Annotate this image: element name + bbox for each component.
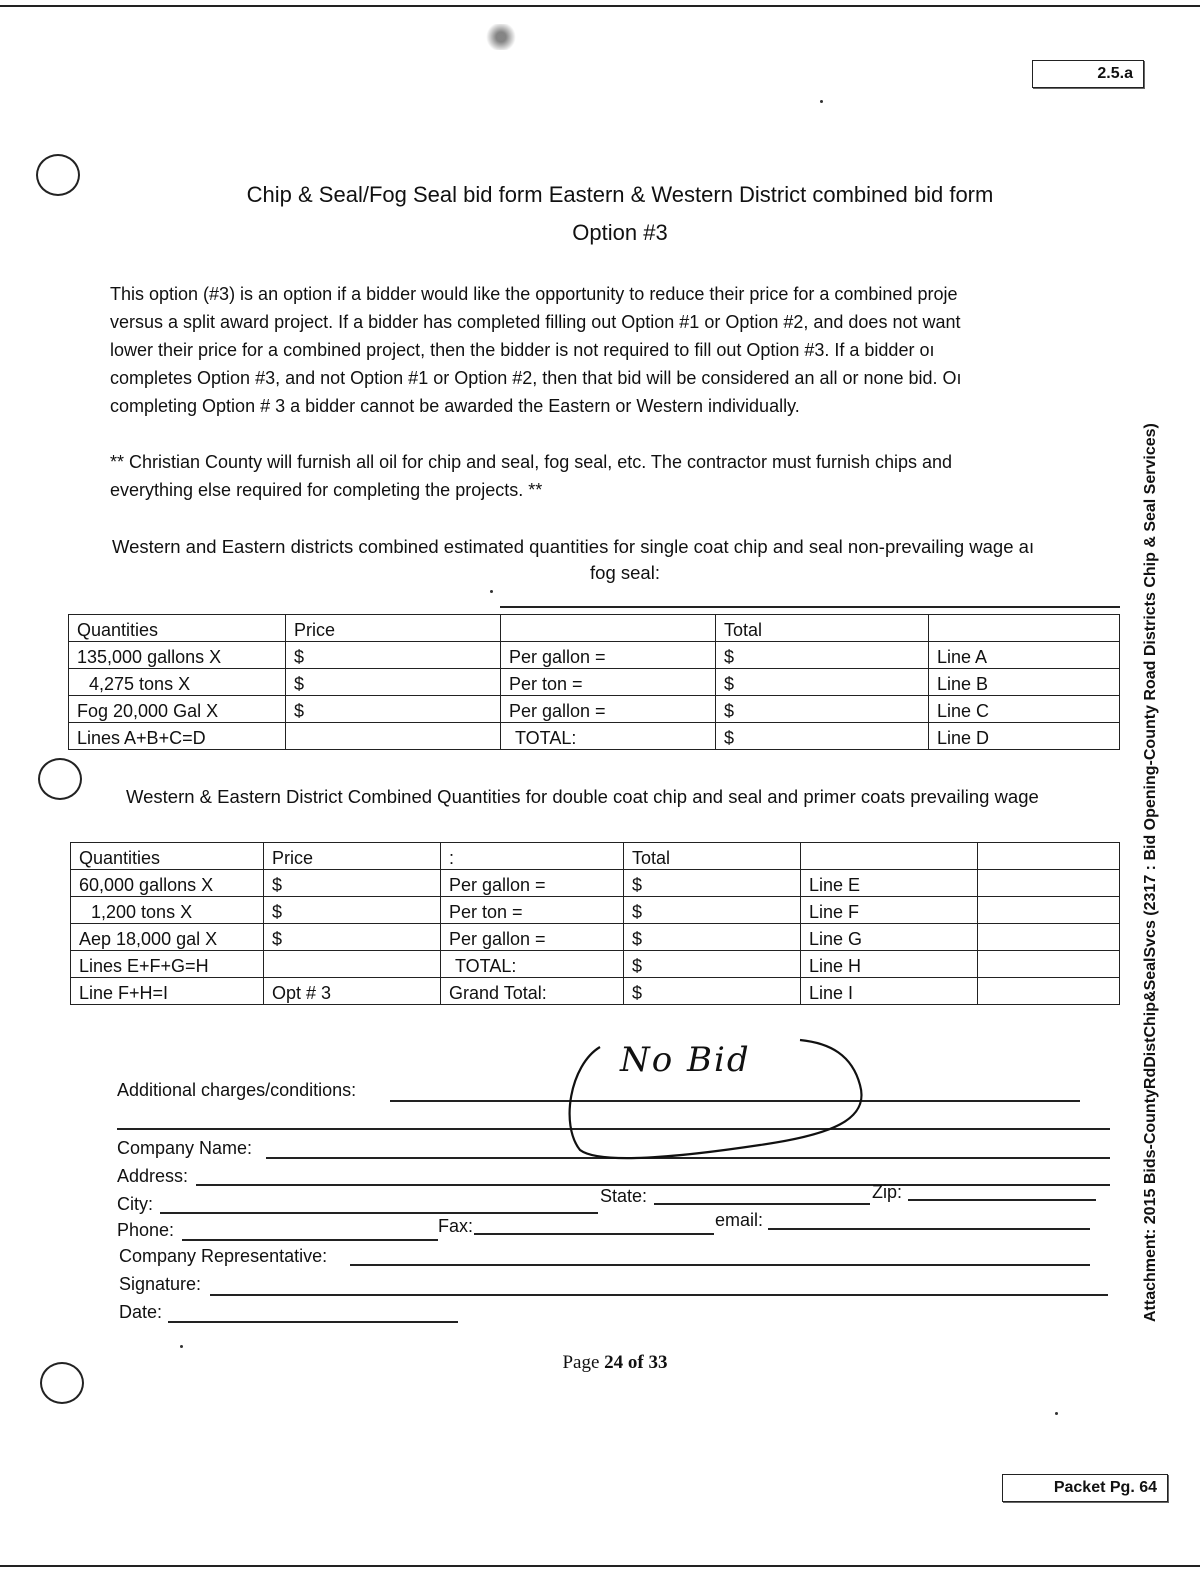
total-input[interactable]: $ (716, 642, 929, 669)
quantity-cell: 135,000 gallons X (69, 642, 286, 669)
email-field[interactable] (768, 1228, 1090, 1230)
table-header-row (69, 615, 1120, 642)
signature-field[interactable] (210, 1294, 1108, 1296)
city-label: City: (117, 1194, 153, 1214)
header-line (929, 615, 1120, 642)
unit-cell: TOTAL: (441, 951, 624, 978)
line-label: Line F (801, 897, 978, 924)
intro-line: This option (#3) is an option if a bidder would like the opportunity to reduce their price for a combined proje (110, 284, 958, 304)
unit-cell: TOTAL: (501, 723, 716, 750)
unit-cell: Per ton = (501, 669, 716, 696)
page-prefix: Page (562, 1352, 600, 1373)
price-input[interactable]: $ (264, 924, 441, 951)
header-total: Total (716, 615, 929, 642)
table-row (69, 642, 1120, 669)
attachment-sidebar: Attachment: 2015 Bids-CountyRdDistChip&SealSvcs (2317 : Bid Opening-County Road Districts Chip & Seal Services) (1142, 423, 1159, 1322)
note-line: ** Christian County will furnish all oil for chip and seal, fog seal, etc. The contractor must furnish chips and (110, 452, 953, 472)
total-input[interactable]: $ (716, 723, 929, 750)
section1-top-rule (500, 606, 1120, 608)
section2-heading: Western & Eastern District Combined Quantities for double coat chip and seal and primer coats prevailing wage (126, 786, 1039, 807)
no-bid-text: No Bid (620, 1040, 751, 1080)
scan-speck (820, 100, 823, 103)
table-row (71, 924, 1120, 951)
email-label: email: (715, 1210, 764, 1230)
line-label: Line C (929, 696, 1120, 723)
signature-label: Signature: (119, 1274, 202, 1294)
page-current: 24 (604, 1352, 624, 1373)
punch-hole-middle (38, 758, 82, 800)
extra-cell (978, 897, 1120, 924)
unit-cell: Grand Total: (441, 978, 624, 1005)
line-label: Line E (801, 870, 978, 897)
bottom-border-rule (0, 1565, 1200, 1567)
header-line (801, 843, 978, 870)
unit-cell: Per gallon = (441, 924, 624, 951)
total-input[interactable]: $ (624, 924, 801, 951)
fax-label: Fax: (438, 1216, 474, 1236)
option-cell: Opt # 3 (264, 978, 441, 1005)
double-coat-bid-table (70, 842, 1120, 1005)
table-row (69, 723, 1120, 750)
intro-line: completes Option #3, and not Option #1 or Option #2, then that bid will be considered an all or none bid. Oı (110, 368, 962, 388)
quantity-cell: Line F+H=I (71, 978, 264, 1005)
agenda-item-stamp: 2.5.a (1032, 60, 1144, 88)
quantity-cell: Fog 20,000 Gal X (69, 696, 286, 723)
quantity-cell: 4,275 tons X (69, 669, 286, 696)
price-input[interactable] (286, 723, 501, 750)
header-price: Price (264, 843, 441, 870)
zip-label: Zip: (872, 1182, 903, 1202)
table-row (71, 897, 1120, 924)
extra-cell (978, 978, 1120, 1005)
company-name-label: Company Name: (117, 1138, 253, 1158)
representative-field[interactable] (350, 1264, 1090, 1266)
line-label: Line H (801, 951, 978, 978)
header-unit: : (441, 843, 624, 870)
single-coat-bid-table (68, 614, 1120, 750)
scan-speck (180, 1345, 183, 1348)
price-input[interactable]: $ (286, 696, 501, 723)
page-total: 33 (648, 1352, 668, 1373)
scan-artifact (480, 24, 522, 50)
packet-page-stamp: Packet Pg. 64 (1002, 1474, 1168, 1502)
city-field[interactable] (160, 1212, 598, 1214)
header-price: Price (286, 615, 501, 642)
line-label: Line B (929, 669, 1120, 696)
price-input[interactable] (264, 951, 441, 978)
price-input[interactable]: $ (264, 897, 441, 924)
page-of: of (627, 1352, 644, 1373)
unit-cell: Per gallon = (501, 696, 716, 723)
price-input[interactable]: $ (264, 870, 441, 897)
intro-line: completing Option # 3 a bidder cannot be awarded the Eastern or Western individually. (110, 396, 800, 416)
price-input[interactable]: $ (286, 642, 501, 669)
fax-field[interactable] (474, 1233, 714, 1235)
extra-cell (978, 951, 1120, 978)
unit-cell: Per ton = (441, 897, 624, 924)
section1-heading-cont: fog seal: (590, 562, 660, 583)
unit-cell: Per gallon = (441, 870, 624, 897)
date-field[interactable] (168, 1321, 458, 1323)
line-label: Line D (929, 723, 1120, 750)
table-row (71, 951, 1120, 978)
total-input[interactable]: $ (624, 951, 801, 978)
phone-label: Phone: (117, 1220, 175, 1240)
zip-field[interactable] (908, 1199, 1096, 1201)
header-quantities: Quantities (69, 615, 286, 642)
line-label: Line A (929, 642, 1120, 669)
intro-line: versus a split award project. If a bidder has completed filling out Option #1 or Option #2, and does not want (110, 312, 961, 332)
total-input[interactable]: $ (716, 669, 929, 696)
quantity-cell: Lines A+B+C=D (69, 723, 286, 750)
page-number (0, 1352, 1200, 1374)
extra-cell (978, 924, 1120, 951)
total-input[interactable]: $ (624, 870, 801, 897)
table-row (69, 696, 1120, 723)
header-extra (978, 843, 1120, 870)
note-line: everything else required for completing the projects. ** (110, 480, 543, 500)
grand-total-input[interactable]: $ (624, 978, 801, 1005)
quantity-cell: Lines E+F+G=H (71, 951, 264, 978)
header-quantities: Quantities (71, 843, 264, 870)
representative-label: Company Representative: (119, 1246, 328, 1266)
section1-heading: Western and Eastern districts combined estimated quantities for single coat chip and seal non-prevailing wage aı (112, 536, 1035, 557)
scan-speck (1055, 1412, 1058, 1415)
form-subtitle: Option #3 (572, 220, 668, 245)
intro-line: lower their price for a combined project, then the bidder is not required to fill out Option #3. If a bidder oı (110, 340, 935, 360)
header-total: Total (624, 843, 801, 870)
form-title: Chip & Seal/Fog Seal bid form Eastern & Western District combined bid form (246, 182, 994, 207)
scan-speck (490, 590, 493, 593)
table-row (69, 669, 1120, 696)
table-row (71, 978, 1120, 1005)
total-input[interactable]: $ (716, 696, 929, 723)
quantity-cell: 60,000 gallons X (71, 870, 264, 897)
quantity-cell: 1,200 tons X (71, 897, 264, 924)
quantity-cell: Aep 18,000 gal X (71, 924, 264, 951)
total-input[interactable]: $ (624, 897, 801, 924)
address-field[interactable] (196, 1184, 1110, 1186)
extra-cell (978, 870, 1120, 897)
header-unit (501, 615, 716, 642)
line-label: Line I (801, 978, 978, 1005)
address-label: Address: (117, 1166, 189, 1186)
table-header-row (71, 843, 1120, 870)
date-label: Date: (119, 1302, 163, 1322)
line-label: Line G (801, 924, 978, 951)
state-field[interactable] (654, 1203, 870, 1205)
phone-field[interactable] (182, 1239, 438, 1241)
unit-cell: Per gallon = (501, 642, 716, 669)
top-border-rule (0, 5, 1200, 7)
additional-charges-label: Additional charges/conditions: (117, 1080, 357, 1100)
state-label: State: (600, 1186, 648, 1206)
price-input[interactable]: $ (286, 669, 501, 696)
table-row (71, 870, 1120, 897)
